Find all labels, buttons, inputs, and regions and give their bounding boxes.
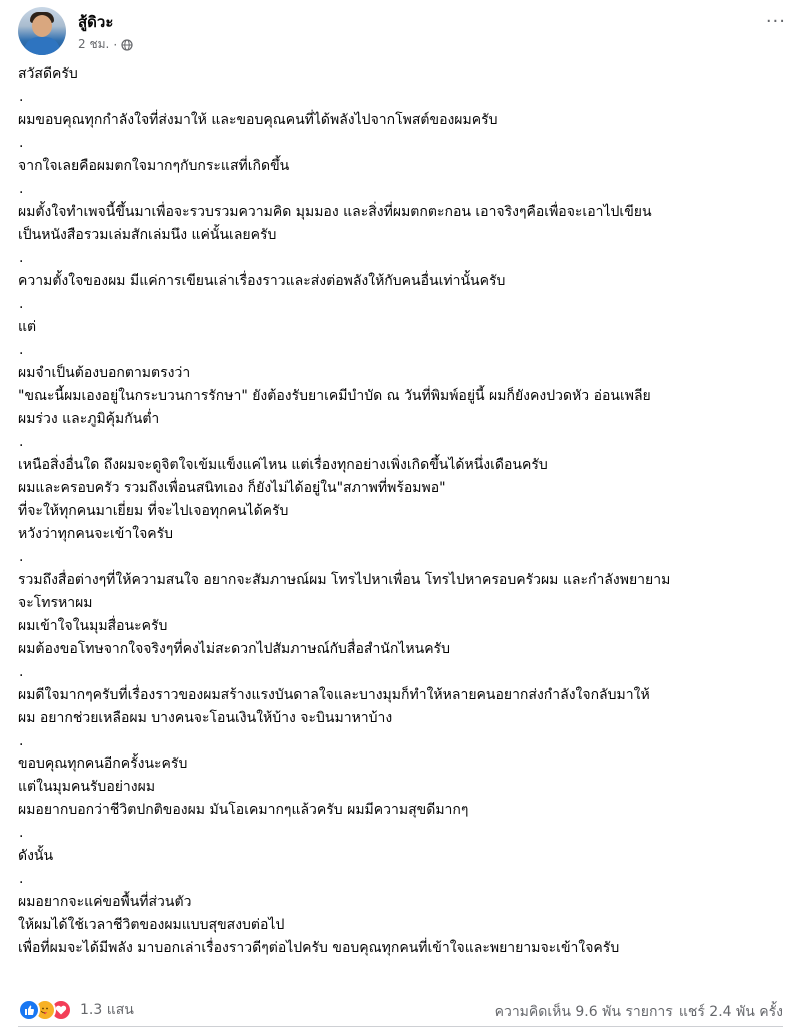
comment-count[interactable]: ความคิดเห็น 9.6 พัน รายการ [494,1004,673,1020]
post-text-line: ผมและครอบครัว รวมถึงเพื่อนสนิทเอง ก็ยังไม่ได้อยู่ใน"สภาพที่พร้อมพอ" [18,480,446,496]
post-text-line: จากใจเลยคือผมตกใจมากๆกับกระแสที่เกิดขึ้น [18,158,290,174]
footer-divider [18,1026,783,1027]
line-separator: . [19,250,24,266]
post-text-line: ดังนั้น [18,848,54,864]
line-separator: . [19,89,24,105]
engagement-stats [495,1001,783,1023]
post-text-line: ความตั้งใจของผม มีแค่การเขียนเล่าเรื่องราวและส่งต่อพลังให้กับคนอื่นเท่านั้นครับ [18,273,506,289]
post-text-line: เป็นหนังสือรวมเล่มสักเล่มนึง แค่นั้นเลยครับ [18,227,277,243]
post-text-line: ผมร่วง และภูมิคุ้มกันต่ำ [18,411,160,427]
post-body [18,63,783,960]
line-separator: . [19,135,24,151]
post-text-line: ผมอยากจะแค่ขอพื้นที่ส่วนตัว [18,894,192,910]
reaction-count[interactable]: 1.3 แสน [80,1002,134,1018]
post-text-line: เหนือสิ่งอื่นใด ถึงผมจะดูจิตใจเข้มแข็งแค่ไหน แต่เรื่องทุกอย่างเพิ่งเกิดขึ้นได้หนึ่งเดือนครับ [18,457,548,473]
avatar[interactable] [18,7,66,55]
post-text-line: ผมเข้าใจในมุมสื่อนะครับ [18,618,168,634]
post-text-line: ผม อยากช่วยเหลือผม บางคนจะโอนเงินให้บ้าง จะบินมาหาบ้าง [18,710,393,726]
post-text-line: ที่จะให้ทุกคนมาเยี่ยม ที่จะไปเจอทุกคนได้ครับ [18,503,289,519]
line-separator: . [19,825,24,841]
post-time[interactable]: 2 ชม. [78,37,110,51]
post-text-line: ผมดีใจมากๆครับที่เรื่องราวของผมสร้างแรงบันดาลใจและบางมุมก็ทำให้หลายคนอยากส่งกำลังใจกลับมาให้ [18,687,650,703]
line-separator: . [19,664,24,680]
post-text-line: ผมตั้งใจทำเพจนี้ขึ้นมาเพื่อจะรวบรวมความคิด มุมมอง และสิ่งที่ผมตกตะกอน เอาจริงๆคือเพื่อจะเอาไปเขียน [18,204,652,220]
post-text-line: จะโทรหาผม [18,595,93,611]
author-name[interactable]: สู้ดิวะ [78,13,114,31]
post-text-line: ผมต้องขอโทษจากใจจริงๆที่คงไม่สะดวกไปสัมภาษณ์กับสื่อสำนักไหนครับ [18,641,450,657]
post-text-line: ผมอยากบอกว่าชีวิตปกติของผม มันโอเคมากๆแล้วครับ ผมมีความสุขดีมากๆ [18,802,469,818]
post-text-line: แต่ในมุมคนรับอย่างผม [18,779,156,795]
more-options-icon[interactable]: ··· [765,11,786,32]
reactions-summary[interactable] [18,999,134,1021]
post-text-line: เพื่อที่ผมจะได้มีพลัง มาบอกเล่าเรื่องราวดีๆต่อไปครับ ขอบคุณทุกคนที่เข้าใจและพยายามจะเข้าใจครับ [18,940,620,956]
post-text-line: รวมถึงสื่อต่างๆที่ให้ความสนใจ อยากจะสัมภาษณ์ผม โทรไปหาเพื่อน โทรไปหาครอบครัวผม และกำลังพยายาม [18,572,671,588]
line-separator: . [19,181,24,197]
post-text-line: ผมขอบคุณทุกกำลังใจที่ส่งมาให้ และขอบคุณคนที่ได้พลังไปจากโพสต์ของผมครับ [18,112,498,128]
line-separator: . [19,733,24,749]
post-text-line: ขอบคุณทุกคนอีกครั้งนะครับ [18,756,188,772]
globe-icon[interactable] [121,39,133,51]
post-footer [18,997,783,1023]
share-count[interactable]: แชร์ 2.4 พัน ครั้ง [678,1004,783,1020]
post-text-line: "ขณะนี้ผมเองอยู่ในกระบวนการรักษา" ยังต้องรับยาเคมีบำบัด ณ วันที่พิมพ์อยู่นี้ ผมก็ยังคงปวดหัว อ่อนเพลีย [18,388,651,404]
line-separator: . [19,871,24,887]
post-text-line: แต่ [18,319,37,335]
post-text-line: ให้ผมได้ใช้เวลาชีวิตของผมแบบสุขสงบต่อไป [18,917,285,933]
post-header [18,7,788,59]
post-text-line: สวัสดีครับ [18,66,78,82]
line-separator: . [19,549,24,565]
post-text-line: หวังว่าทุกคนจะเข้าใจครับ [18,526,174,542]
line-separator: . [19,434,24,450]
post-meta [78,35,133,54]
like-icon [18,999,40,1021]
meta-separator: · [113,37,118,52]
line-separator: . [19,296,24,312]
line-separator: . [19,342,24,358]
post-text-line: ผมจำเป็นต้องบอกตามตรงว่า [18,365,191,381]
